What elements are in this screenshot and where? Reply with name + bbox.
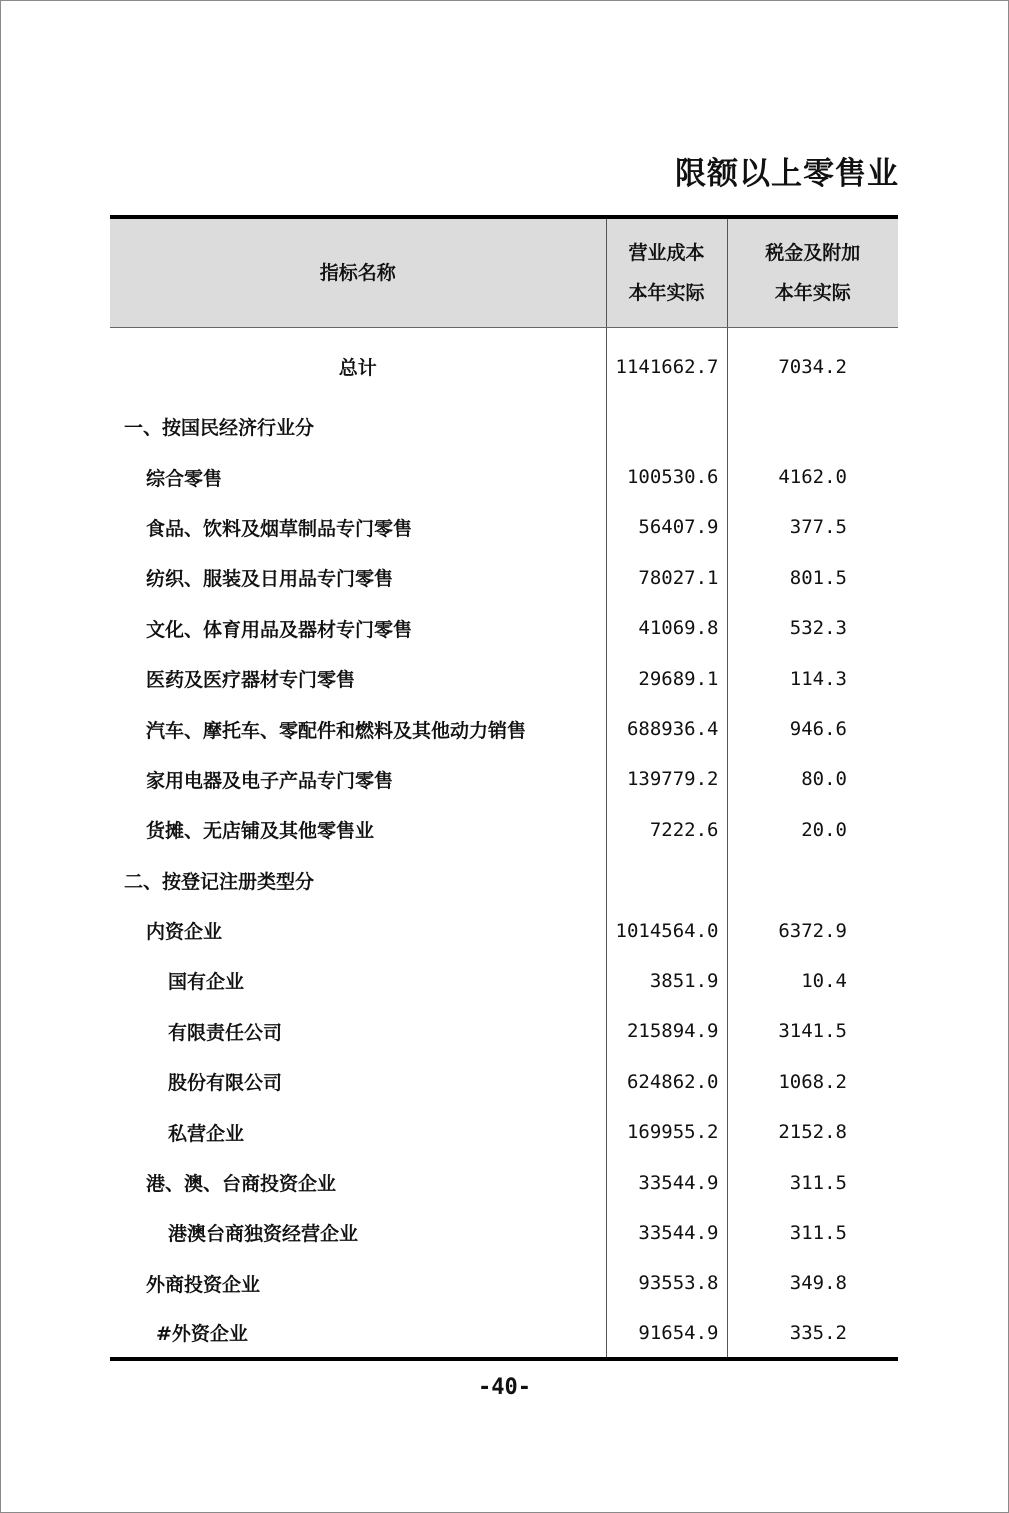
row-operating-cost: 1141662.7 [606, 327, 727, 402]
row-taxes-surcharges: 20.0 [801, 818, 847, 841]
table-row [110, 1157, 898, 1207]
row-operating-cost: 139779.2 [606, 754, 727, 804]
header-taxes-surcharges-line1: 税金及附加 [765, 241, 861, 264]
table-row [110, 1208, 898, 1258]
row-indicator-name: 外商投资企业 [146, 1273, 261, 1296]
header-indicator-name [110, 217, 606, 327]
header-operating-cost [606, 217, 727, 327]
table-row [110, 502, 898, 552]
row-taxes-surcharges: 7034.2 [778, 355, 847, 378]
row-taxes-surcharges: 4162.0 [778, 466, 847, 489]
table-row [110, 905, 898, 955]
table-row [110, 1006, 898, 1056]
row-taxes-surcharges: 311.5 [789, 1221, 847, 1244]
row-operating-cost: 624862.0 [606, 1057, 727, 1107]
row-indicator-name: 汽车、摩托车、零配件和燃料及其他动力销售 [146, 719, 527, 742]
row-indicator-name: 私营企业 [168, 1122, 245, 1145]
row-indicator-name: 家用电器及电子产品专门零售 [146, 769, 394, 792]
header-operating-cost-line1: 营业成本 [628, 241, 705, 264]
row-operating-cost: 169955.2 [606, 1107, 727, 1157]
retail-table-container [110, 215, 898, 1361]
table-row [110, 402, 898, 452]
row-taxes-surcharges: 946.6 [789, 718, 847, 741]
page-title: 限额以上零售业 [675, 156, 899, 192]
row-operating-cost [606, 402, 727, 452]
row-taxes-surcharges: 10.4 [801, 969, 847, 992]
row-indicator-name: 一、按国民经济行业分 [124, 417, 315, 440]
table-row [110, 754, 898, 804]
table-row [110, 553, 898, 603]
row-operating-cost: 3851.9 [606, 956, 727, 1006]
row-taxes-surcharges: 6372.9 [778, 919, 847, 942]
row-taxes-surcharges: 801.5 [789, 566, 847, 589]
row-indicator-name: 内资企业 [146, 921, 223, 944]
row-taxes-surcharges: 349.8 [789, 1272, 847, 1295]
row-operating-cost: 91654.9 [606, 1309, 727, 1359]
table-row [110, 956, 898, 1006]
row-operating-cost: 688936.4 [606, 704, 727, 754]
row-indicator-name: 股份有限公司 [168, 1072, 283, 1095]
table-row [110, 855, 898, 905]
header-operating-cost-line2: 本年实际 [628, 281, 705, 304]
row-operating-cost: 29689.1 [606, 653, 727, 703]
row-taxes-surcharges [727, 402, 898, 452]
row-indicator-name: 有限责任公司 [168, 1021, 283, 1044]
row-taxes-surcharges: 532.3 [789, 617, 847, 640]
row-indicator-name: 国有企业 [168, 971, 245, 994]
row-indicator-name: 综合零售 [146, 467, 223, 490]
row-operating-cost: 56407.9 [606, 502, 727, 552]
row-taxes-surcharges: 114.3 [789, 667, 847, 690]
row-taxes-surcharges: 335.2 [727, 1309, 898, 1359]
table-row [110, 805, 898, 855]
table-row [110, 452, 898, 502]
table-row [110, 1309, 898, 1359]
row-taxes-surcharges: 80.0 [801, 768, 847, 791]
table-row [110, 653, 898, 703]
row-operating-cost: 33544.9 [606, 1208, 727, 1258]
row-indicator-name: 医药及医疗器材专门零售 [146, 669, 356, 692]
row-operating-cost: 93553.8 [606, 1258, 727, 1308]
row-operating-cost: 78027.1 [606, 553, 727, 603]
page-number: -40- [478, 1375, 531, 1400]
row-operating-cost: 33544.9 [606, 1157, 727, 1207]
row-taxes-surcharges [727, 855, 898, 905]
row-indicator-name: 总计 [338, 357, 377, 379]
table-row [110, 704, 898, 754]
table-row [110, 327, 898, 402]
row-operating-cost: 215894.9 [606, 1006, 727, 1056]
row-indicator-name: 货摊、无店铺及其他零售业 [146, 820, 375, 843]
table-header-row [110, 217, 898, 327]
row-indicator-name: 港澳台商独资经营企业 [168, 1223, 359, 1246]
row-taxes-surcharges: 311.5 [789, 1171, 847, 1194]
table-body [110, 327, 898, 1359]
row-taxes-surcharges: 3141.5 [778, 1020, 847, 1043]
table-row [110, 1057, 898, 1107]
row-taxes-surcharges: 1068.2 [778, 1070, 847, 1093]
header-taxes-surcharges [727, 217, 898, 327]
row-indicator-name: 纺织、服装及日用品专门零售 [146, 568, 394, 591]
table-row [110, 1107, 898, 1157]
row-operating-cost: 41069.8 [606, 603, 727, 653]
row-operating-cost: 100530.6 [606, 452, 727, 502]
header-indicator-name-label: 指标名称 [319, 261, 396, 284]
row-indicator-name: 文化、体育用品及器材专门零售 [146, 618, 413, 641]
row-indicator-name: #外资企业 [110, 1309, 606, 1359]
row-indicator-name: 食品、饮料及烟草制品专门零售 [146, 517, 413, 540]
row-indicator-name: 港、澳、台商投资企业 [146, 1173, 337, 1196]
table-row [110, 603, 898, 653]
retail-statistics-table [110, 215, 898, 1361]
row-taxes-surcharges: 377.5 [789, 516, 847, 539]
table-row [110, 1258, 898, 1308]
row-operating-cost: 7222.6 [606, 805, 727, 855]
row-indicator-name: 二、按登记注册类型分 [124, 870, 315, 893]
row-operating-cost: 1014564.0 [606, 905, 727, 955]
header-taxes-surcharges-line2: 本年实际 [774, 281, 851, 304]
row-taxes-surcharges: 2152.8 [778, 1121, 847, 1144]
row-operating-cost [606, 855, 727, 905]
